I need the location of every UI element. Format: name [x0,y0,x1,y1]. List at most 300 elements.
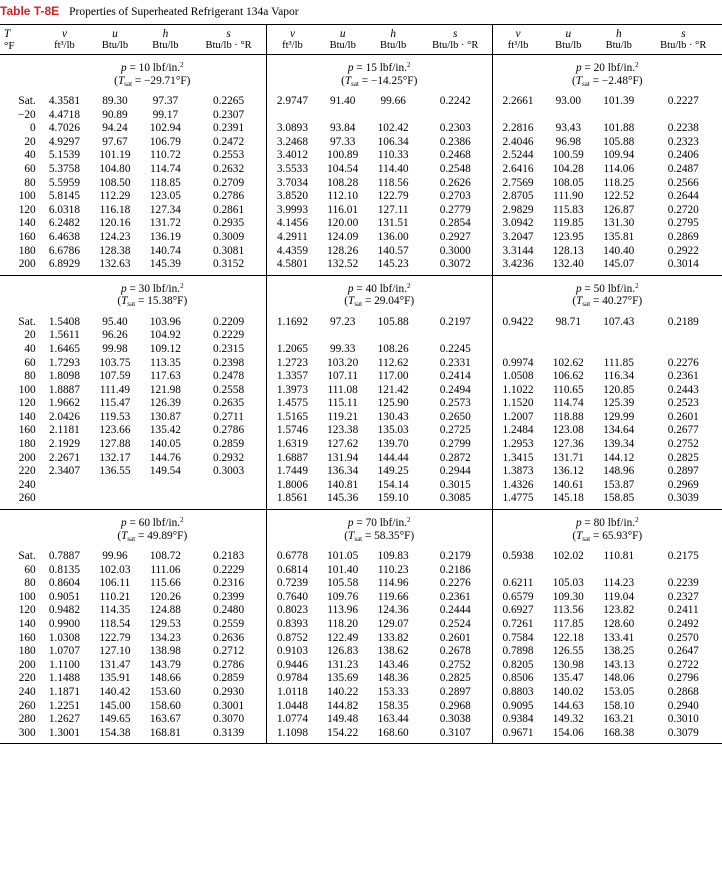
pressure-group-header [266,55,492,96]
temperature-cell: Sat. [18,315,36,328]
table-row [0,479,722,493]
entropy-cell: 0.3039 [667,492,699,505]
volume-cell: 2.9829 [502,203,534,216]
volume-cell: 1.2007 [502,410,534,423]
enthalpy-cell: 121.42 [377,383,409,396]
entropy-cell: 0.2636 [191,632,266,646]
volume-cell: 1.7293 [48,356,80,369]
tsat-symbol: T [117,74,125,87]
entropy-cell: 0.2276 [419,577,492,591]
energy-cell: 116.01 [327,203,359,216]
enthalpy-cell: 118.25 [603,176,635,189]
energy-cell: 149.65 [99,713,131,726]
table-row [0,343,722,357]
enthalpy-cell: 135.81 [603,230,635,243]
volume-cell: 1.3357 [276,370,308,383]
enthalpy-cell: 108.72 [149,550,181,563]
table-row [0,122,722,136]
temperature-cell: 180 [18,244,36,257]
pressure-symbol: p [575,517,582,530]
volume-cell: 1.3973 [276,383,308,396]
saturation-temperature-line: $(T_{sat} = -2.48^\circ F)$ [571,74,643,88]
entropy-cell: 0.3009 [191,231,266,245]
entropy-cell: 0.2361 [667,370,699,383]
volume-cell: 2.4046 [502,135,534,148]
unit-exponent: 2 [407,281,411,290]
pressure-line: p = 30 lbf/in.$^2$ [120,281,184,295]
header-unit-u: Btu/lb [318,40,367,55]
temperature-cell: 260 [18,492,36,505]
enthalpy-cell: 118.85 [150,176,181,189]
volume-cell: 0.7640 [276,590,308,603]
enthalpy-cell: 163.44 [377,713,409,726]
enthalpy-cell: 102.42 [377,122,409,135]
entropy-cell: 0.3072 [419,258,492,272]
energy-cell: 106.11 [99,577,131,590]
entropy-cell: 0.2443 [667,383,699,396]
entropy-cell: 0.2414 [419,370,492,384]
energy-cell: 110.21 [99,590,131,603]
enthalpy-cell: 97.37 [152,95,179,107]
saturation-temperature-line: $(T_{sat} = 58.35^\circ F)$ [344,529,415,543]
volume-cell: 2.2661 [502,95,534,107]
entropy-cell: 0.2209 [191,316,266,330]
temperature-cell: 100 [18,590,36,603]
pressure-value: 15 [365,62,377,74]
entropy-cell: 0.3003 [191,465,266,479]
energy-cell: 109.76 [327,590,359,603]
table-row [0,632,722,646]
entropy-cell: 0.3152 [191,258,266,272]
volume-cell: 0.8604 [48,577,80,590]
enthalpy-cell: 119.66 [377,590,409,603]
energy-cell: 130.98 [552,658,584,671]
enthalpy-cell: 149.25 [377,465,409,478]
entropy-cell: 0.2635 [191,397,266,411]
enthalpy-cell: 125.39 [603,397,635,410]
energy-cell: 140.22 [327,685,359,698]
pressure-header-spacer [0,55,39,96]
volume-cell: 3.8520 [276,190,308,203]
enthalpy-cell: 106.79 [149,135,181,148]
enthalpy-cell: 99.66 [380,95,406,107]
entropy-cell: 0.2795 [667,217,699,230]
energy-cell: 105.58 [327,577,359,590]
volume-cell: 1.7449 [276,465,308,478]
energy-cell: 140.61 [552,478,584,491]
energy-cell: 123.66 [99,424,131,437]
energy-cell: 132.52 [327,258,359,271]
enthalpy-cell: 99.17 [152,108,179,121]
energy-cell: 95.40 [102,315,128,328]
entropy-cell: 0.2930 [191,686,266,700]
enthalpy-cell: 110.33 [377,149,409,162]
enthalpy-cell: 108.26 [377,342,409,355]
volume-cell: 3.0942 [502,217,534,230]
volume-cell: 0.9900 [48,618,80,630]
temperature-cell: 140 [18,618,36,630]
header-unit-v: ft³/lb [266,40,318,55]
entropy-cell: 0.2711 [191,411,266,425]
enthalpy-cell: 136.19 [149,230,181,243]
tsat-symbol: T [121,295,128,308]
entropy-cell [645,109,722,123]
energy-cell: 145.18 [552,492,584,505]
table-row [0,190,722,204]
entropy-cell: 0.2523 [667,397,699,410]
entropy-cell: 0.2361 [419,591,492,605]
temperature-cell: 80 [24,577,36,590]
energy-cell: 89.30 [102,95,128,107]
entropy-cell: 0.2940 [667,699,699,712]
pressure-value: 60 [138,517,150,530]
entropy-cell: 0.2307 [191,109,266,123]
energy-cell [544,343,593,357]
entropy-cell: 0.2398 [191,357,266,371]
enthalpy-cell: 153.33 [377,685,409,698]
volume-cell: 1.1100 [49,658,80,671]
header-symbol-u: u [318,25,367,41]
volume-cell: 0.8803 [502,685,534,698]
energy-cell: 116.18 [99,203,131,216]
volume-cell: 0.6579 [502,590,534,603]
header-unit-h: Btu/lb [367,40,419,55]
enthalpy-cell: 114.40 [377,162,409,175]
volume-cell: 3.5533 [276,162,308,175]
enthalpy-cell: 154.14 [377,478,409,491]
pressure-symbol: p [575,282,582,295]
header-unit-s: Btu/lb · °R [191,40,266,55]
temperature-cell: 260 [18,699,36,712]
energy-cell: 101.05 [327,550,359,563]
volume-cell: 0.7887 [48,550,80,563]
volume-cell: 1.2953 [502,438,534,451]
pressure-value: 40 [365,282,377,295]
volume-cell: 1.1488 [48,672,80,685]
energy-cell [544,329,593,343]
entropy-cell: 0.3000 [419,245,492,259]
entropy-cell: 0.2566 [667,176,699,189]
entropy-cell [645,329,722,343]
table-row [0,700,722,714]
pressure-header-spacer [0,275,39,316]
enthalpy-cell: 144.44 [377,451,409,464]
pressure-line: p = 20 lbf/in.$^2$ [575,61,639,74]
volume-cell: 6.4638 [48,230,80,243]
enthalpy-cell: 110.23 [377,563,409,576]
temperature-cell: 0 [30,122,36,135]
volume-cell: 0.8393 [276,618,308,630]
enthalpy-cell: 125.90 [377,397,409,410]
entropy-cell: 0.2897 [419,686,492,700]
energy-cell: 94.24 [102,122,128,135]
tsat-symbol: T [575,74,583,87]
enthalpy-cell [593,343,645,357]
pressure-group-header [492,510,722,551]
enthalpy-cell: 103.96 [149,315,181,328]
pressure-group-header [492,55,722,96]
volume-cell: 1.2723 [276,356,308,369]
volume-cell: 3.9993 [276,203,308,216]
enthalpy-cell: 144.76 [149,451,181,464]
enthalpy-cell [140,479,192,493]
entropy-cell: 0.2386 [419,136,492,150]
entropy-cell: 0.2189 [667,315,699,328]
volume-cell: 1.1692 [276,315,308,328]
volume-cell: 2.1929 [48,438,80,451]
enthalpy-cell: 134.23 [149,631,181,644]
enthalpy-cell: 144.12 [603,451,635,464]
entropy-cell: 0.2239 [667,577,699,590]
entropy-cell: 0.2559 [191,618,266,632]
energy-cell: 107.11 [327,370,359,383]
energy-cell: 131.47 [99,658,131,671]
pressure-group-header [266,275,492,316]
pressure-value: 30 [138,282,150,295]
volume-cell: 1.2065 [276,342,308,355]
entropy-cell: 0.2276 [667,356,699,369]
energy-cell: 127.62 [327,438,359,451]
energy-cell: 131.94 [327,451,359,464]
entropy-cell: 0.2678 [419,645,492,659]
enthalpy-cell: 136.00 [377,230,409,243]
temperature-cell: 100 [18,383,36,396]
entropy-cell: 0.2303 [419,122,492,136]
volume-cell: 1.5408 [48,315,80,328]
temperature-cell: 180 [18,645,36,658]
header-symbol-v: v [39,25,91,41]
energy-cell: 136.34 [327,465,359,478]
enthalpy-cell: 143.13 [603,658,635,671]
volume-cell: 0.8506 [502,672,534,685]
table-row [0,465,722,479]
entropy-cell: 0.3070 [191,713,266,727]
enthalpy-cell: 131.51 [377,217,409,230]
enthalpy-cell: 149.54 [149,465,181,478]
energy-cell: 132.63 [99,258,131,271]
energy-cell: 140.02 [552,685,584,698]
saturation-temperature-line: $(T_{sat} = 49.89^\circ F)$ [117,529,188,543]
energy-cell [318,329,367,343]
energy-cell: 96.26 [102,329,128,342]
temperature-cell: 120 [18,397,36,410]
enthalpy-cell: 168.60 [377,726,409,739]
volume-cell [266,109,318,123]
enthalpy-cell: 109.83 [377,550,409,563]
volume-cell: 2.1181 [49,424,80,437]
entropy-cell: 0.2558 [191,384,266,398]
volume-cell: 2.6416 [502,162,534,175]
enthalpy-cell [140,492,192,506]
energy-cell: 135.69 [327,672,359,685]
header-unit-u: Btu/lb [544,40,593,55]
volume-cell: 2.7569 [502,176,534,189]
enthalpy-cell: 158.35 [377,699,409,712]
enthalpy-cell: 168.81 [149,726,181,739]
pressure-line: p = 50 lbf/in.$^2$ [575,281,639,295]
table-row [0,577,722,591]
enthalpy-cell: 138.98 [149,645,181,658]
tsat-subscript: sat [354,300,363,309]
volume-cell: 1.2251 [48,699,80,712]
volume-cell: 6.2482 [48,217,80,230]
energy-cell: 128.13 [552,244,584,257]
temperature-cell: 20 [24,135,36,148]
entropy-cell: 0.2703 [419,190,492,204]
entropy-cell: 0.3085 [419,492,492,506]
volume-cell: 1.5611 [49,329,80,342]
entropy-cell: 0.2570 [667,631,699,644]
energy-cell: 119.85 [552,217,584,230]
tsat-value: −14.25 [370,74,403,87]
table-row [0,727,722,741]
energy-cell: 149.48 [327,713,359,726]
enthalpy-cell: 127.34 [149,203,181,216]
entropy-cell: 0.3139 [191,727,266,741]
energy-cell: 97.33 [329,135,356,148]
temperature-cell: 280 [18,713,36,726]
header-symbol-row [0,25,722,41]
tsat-symbol: T [348,295,355,308]
table-row [0,231,722,245]
volume-cell: 0.9482 [48,604,80,617]
enthalpy-cell: 145.07 [603,258,635,271]
energy-cell: 113.56 [552,604,584,617]
pressure-symbol: p [120,282,127,295]
energy-cell: 144.63 [552,699,584,712]
energy-cell: 93.00 [555,95,581,107]
energy-cell: 120.00 [327,217,359,230]
tsat-value: 65.93 [602,529,628,542]
entropy-cell: 0.2316 [191,577,266,591]
entropy-cell: 0.2796 [667,672,699,685]
table-row [0,329,722,343]
entropy-cell: 0.2859 [191,438,266,452]
energy-cell: 140.81 [327,478,359,491]
enthalpy-cell: 135.42 [149,424,181,437]
temperature-cell: 140 [18,410,36,423]
volume-cell [266,329,318,343]
energy-cell: 132.40 [552,258,584,271]
energy-cell: 131.71 [552,451,584,464]
energy-cell: 101.19 [99,149,131,162]
energy-cell: 111.49 [99,383,131,396]
entropy-cell: 0.2573 [419,397,492,411]
entropy-cell: 0.2868 [667,685,699,698]
volume-cell: 5.8145 [48,190,80,203]
table-body [0,25,722,744]
tsat-symbol: T [121,529,128,542]
tsat-value: 40.27 [602,295,628,308]
energy-cell: 135.91 [99,672,131,685]
separator-cell [39,740,267,744]
volume-cell: 1.6319 [276,438,308,451]
tsat-subscript: sat [127,300,136,309]
volume-cell: 6.0318 [48,203,80,216]
enthalpy-cell: 134.64 [603,424,635,437]
energy-cell: 113.96 [327,604,359,617]
entropy-cell: 0.2601 [419,632,492,646]
tsat-symbol: T [344,74,352,87]
volume-cell: 1.3001 [48,726,80,739]
enthalpy-cell: 153.60 [149,685,181,698]
entropy-cell: 0.2227 [667,95,699,107]
entropy-cell: 0.2229 [191,564,266,578]
volume-cell: 1.2627 [48,713,80,726]
entropy-cell [419,109,492,123]
unit-exponent: 2 [180,61,184,69]
pressure-header-row [0,55,722,96]
temperature-cell: Sat. [18,550,36,563]
energy-cell: 118.54 [99,618,131,630]
volume-cell: 1.6887 [276,451,308,464]
entropy-cell: 0.2238 [667,122,699,135]
pressure-header-row [0,275,722,316]
temperature-cell: 20 [24,329,36,342]
energy-cell: 127.88 [99,438,131,451]
entropy-cell: 0.2391 [191,122,266,136]
temperature-cell: 60 [24,563,36,576]
enthalpy-cell: 139.70 [377,438,409,451]
enthalpy-cell: 126.87 [603,203,635,216]
energy-cell: 120.16 [99,217,131,230]
enthalpy-cell: 121.98 [149,383,181,396]
energy-cell: 109.30 [552,590,584,603]
entropy-cell: 0.2229 [191,329,266,343]
entropy-cell: 0.2969 [667,478,699,491]
entropy-cell: 0.3081 [191,245,266,259]
entropy-cell: 0.2722 [667,658,699,671]
table-row [0,397,722,411]
enthalpy-cell: 140.40 [603,244,635,257]
header-symbol-h: h [140,25,192,41]
volume-cell: 1.3873 [502,465,534,478]
entropy-cell: 0.2399 [191,591,266,605]
enthalpy-cell: 109.12 [149,342,181,355]
tsat-value: 15.38 [147,295,173,308]
energy-cell: 103.75 [99,356,131,369]
temperature-cell: 160 [18,230,36,243]
volume-cell [492,109,544,123]
entropy-cell: 0.2601 [667,410,699,423]
enthalpy-cell: 163.67 [149,713,181,726]
table-row [0,316,722,330]
header-unit-T: °F [0,40,39,55]
volume-cell: 4.9297 [48,135,80,148]
temperature-cell: 220 [18,672,36,685]
tsat-subscript: sat [582,534,591,543]
entropy-cell: 0.2825 [419,672,492,686]
entropy-cell [191,492,266,506]
enthalpy-cell: 113.35 [150,356,181,369]
enthalpy-cell: 158.85 [603,492,635,505]
enthalpy-cell: 168.38 [603,726,635,739]
table-row [0,258,722,272]
entropy-cell: 0.2677 [667,424,699,437]
volume-cell: 3.2047 [502,230,534,243]
pressure-line: p = 70 lbf/in.$^2$ [347,516,411,530]
volume-cell: 1.8098 [48,370,80,383]
tsat-subscript: sat [127,534,136,543]
energy-cell: 135.47 [552,672,584,685]
table-row [0,659,722,673]
enthalpy-cell: 127.11 [377,203,409,216]
enthalpy-cell: 129.07 [377,618,409,630]
entropy-cell: 0.2406 [667,149,699,162]
energy-cell: 107.59 [99,370,131,383]
energy-cell: 132.17 [99,451,131,464]
energy-cell: 124.09 [327,230,359,243]
